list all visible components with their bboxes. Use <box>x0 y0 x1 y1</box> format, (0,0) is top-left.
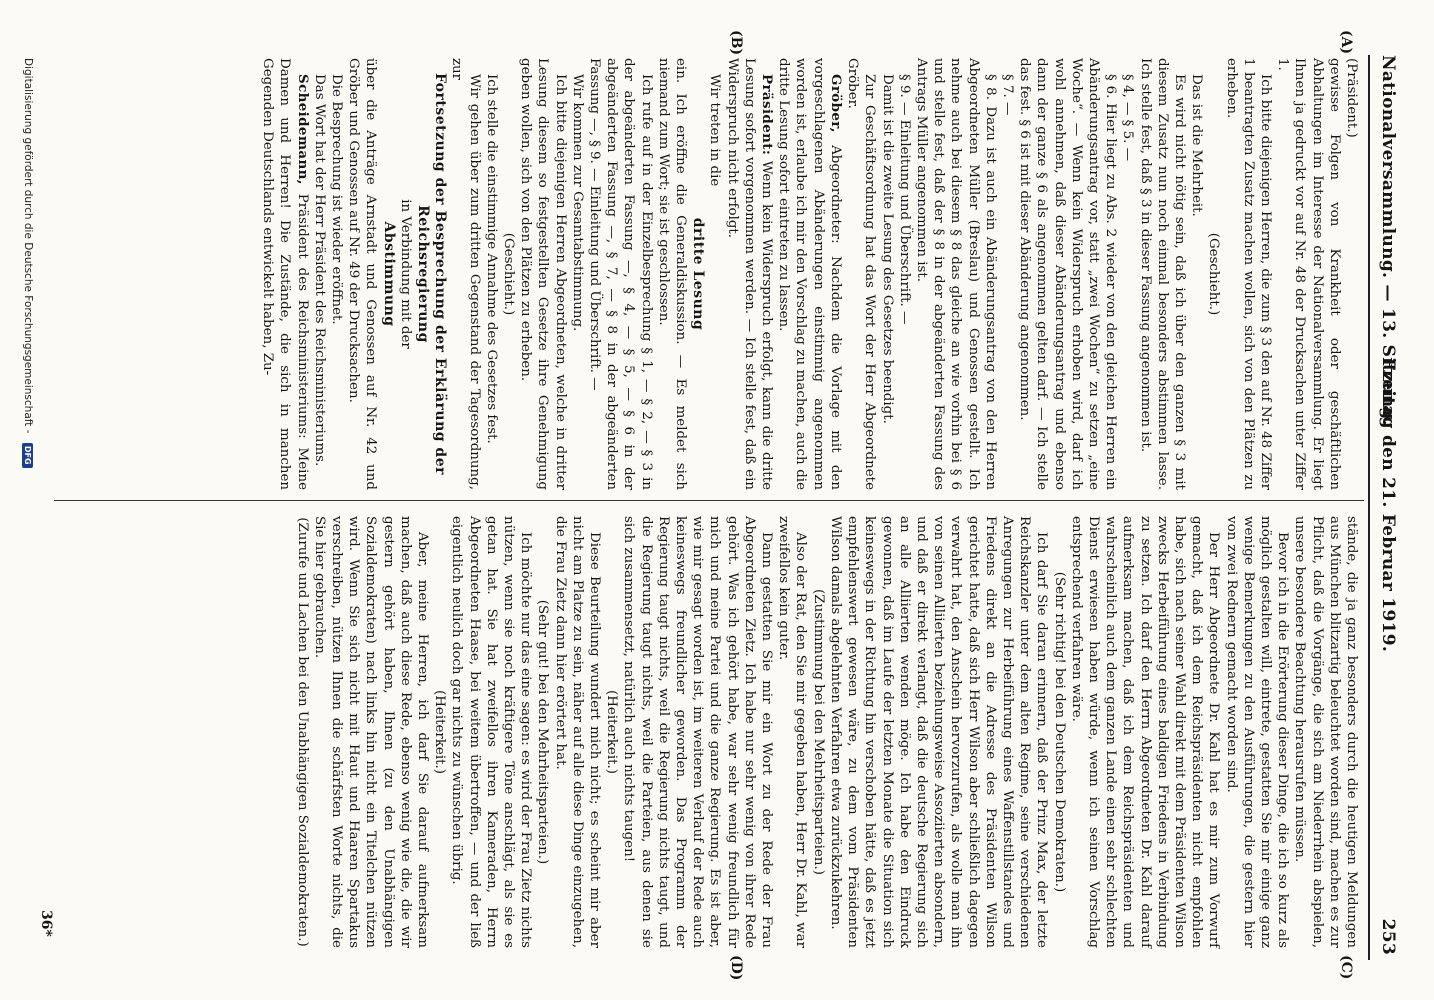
speaker-name: Präsident: <box>759 74 776 156</box>
paragraph-text: (Sehr richtig! bei den Deutschen Demokraten.) <box>1051 571 1067 893</box>
right-column-paragraph <box>311 516 431 948</box>
paragraph-text: Ich darf Sie daran erinnern, daß der Prinz Max, der letzte Reichskanzler unter dem alten Regime, seine verschiedenen Anregungen zur Herbeiführung eines Waffenstillstandes und Friedens direkt an die Adresse des Präsidenten Wilson gerichtet hatte, daß sich Herr Wilson aber schließlich dagegen verwahrt hat, den Anschein hervorzurufen, als wolle man ihn von seinen Alliierten beziehungsweise Assoziierten absondern, und daß er direkt verlangt, daß die deutsche Regierung sich an alle Alliierten wenden möge. Ich habe den Eindruck gewonnen, daß im Laufe der letzten Monate die Situation sich keineswegs in der Richtung hin verschoben hätte, daß es jetzt empfehlenswert gewesen wäre, zu dem vom Präsidenten Wilson damals abgelehnten Verfahren etwa zurückzukehren. <box>827 516 1050 948</box>
header-date: Freitag den 21. Februar 1919. <box>1378 357 1398 653</box>
paragraph-text: in Verbindung mit der <box>397 199 413 349</box>
left-column-paragraph <box>723 58 775 490</box>
paragraph-text: über die Anträge Arnstadt und Genossen auf Nr. 42 und Gröber und Genossen auf Nr. 49 der Drucksachen. <box>346 58 379 490</box>
paragraph-text: Das ist die Mehrheit. <box>1189 74 1205 217</box>
right-column-paragraph <box>551 516 603 948</box>
paragraph-text: (Zurufe und Lachen bei den Unabhängigen Sozialdemokraten.) <box>294 517 310 947</box>
paragraph-text: dritte Lesung <box>690 217 707 331</box>
paragraph-text: Ich rufe auf in der Einzelbesprechung § 1, — § 2, — § 3 in der abgeänderten Fassung —, § 4, — § 5, — § 6 in der abgeänderten Fassung —, § 7, — § 8 in der abgeänderten Fassung —, § 9. — Einleitung und Überschrift. — <box>587 58 654 490</box>
left-column-paragraph <box>517 58 569 490</box>
column-divider <box>54 500 1364 501</box>
paragraph-text: Ich stelle die einstimmige Annahme des Gesetzes fest. <box>483 74 499 444</box>
dfg-logo-icon: DFG <box>23 443 34 468</box>
margin-marker-c: (C) <box>1338 955 1354 980</box>
header-rule <box>1368 55 1370 960</box>
digitization-footer <box>22 58 34 958</box>
left-column-paragraph <box>1119 58 1136 490</box>
paragraph-text: Wir gehen über zum dritten Gegenstand der Tagesordnung, zur <box>449 58 482 490</box>
left-column-paragraph <box>379 58 396 490</box>
left-column-paragraph <box>1205 58 1222 490</box>
paragraph-text: Bevor ich in die Erörterung dieser Dinge, die ich so kurz als möglich gestalten will, eintrete, gestatten Sie mir einige ganz wenige Bemerkungen zu den Ausführungen, die gestern hier von zwei Rednern gemacht worden sind. <box>1223 516 1291 948</box>
paragraph-text: Abstimmung <box>380 221 397 327</box>
right-column-paragraph <box>1222 516 1291 948</box>
right-column-paragraph <box>293 516 310 948</box>
right-column-paragraph <box>603 516 620 948</box>
left-column-paragraph <box>775 58 844 490</box>
paragraph-text: Wir treten in die <box>707 74 723 187</box>
left-column-paragraph <box>689 58 706 490</box>
left-column-paragraph <box>259 58 311 490</box>
right-column-paragraph <box>1068 516 1223 948</box>
right-column-paragraph <box>620 516 775 948</box>
left-column-paragraph <box>311 58 328 490</box>
left-column-paragraph <box>483 58 500 490</box>
paragraph-text: Der Herr Abgeordnete Dr. Kahl hat es mir zum Vorwurf gemacht, daß ich dem Reichspräsidenten nicht empfohlen habe, sich nach seiner Wahl direkt mit dem Präsidenten Wilson zwecks Herbeiführung eines baldigen Friedens in Verbindung zu setzen. Ich darf den Herrn Abgeordneten Dr. Kahl darauf aufmerksam machen, daß ich dem Reichspräsidenten und wahrscheinlich auch dem ganzen Lande einen sehr schlechten Dienst erwiesen haben würde, wenn ich seinen Vorschlag entsprechend verfahren wäre. <box>1068 516 1222 948</box>
paragraph-text: (Zustimmung bei den Mehrheitsparteien.) <box>810 589 826 875</box>
margin-marker-a: (A) <box>1338 30 1354 55</box>
paragraph-text: Präsident des Reichsministeriums: Meine Damen und Herren! Die Zustände, die sich in manchen Gegenden Deutschlands entwickelt haben, Zu- <box>260 58 310 490</box>
header-session: Nationalversammlung. — 13. Sitzung. <box>1378 55 1398 426</box>
paragraph-text: Es wird nicht nötig sein, daß ich über den ganzen § 3 mit diesem Zusatz nun noch einmal besonders abstimmen lasse. Ich stelle fest, daß § 3 in dieser Fassung angenommen ist. <box>1137 58 1187 490</box>
paragraph-text: Ich bitte diejenigen Herren Abgeordneten, welche in dritter Lesung diesem so festgestellten Gesetze ihre Genehmigung geben wollen, sich von den Plätzen zu erheben. <box>518 58 568 490</box>
paragraph-text: Aber, meine Herren, ich darf Sie darauf aufmerksam machen, daß auch diese Rede, ebenso wenig wie die, die wir gestern gehört haben, Ihnen (zu den Unabhängigen Sozialdemokraten) nach links hin nicht ein Titelchen nützen wird. Wenn Sie sich nicht mit Haut und Haaren Spartakus verschreiben, nützen Ihnen die schärfsten Worte nichts, die Sie hier gebrauchen. <box>311 516 431 948</box>
left-column-paragraph <box>1188 58 1205 490</box>
paragraph-text: Also der Rat, den Sie mir gegeben haben, Herr Dr. Kahl, war zweifellos kein guter. <box>776 516 809 948</box>
paragraph-text: stände, die ja ganz besonders durch die heutigen Meldungen aus München blitzartig beleuchtet worden sind, machen es zur Pflicht, daß die Vorgänge, die sich am Niederrhein abspielen, unsere besondere Beachtung herausrufen müssen. <box>1292 516 1359 948</box>
left-column-paragraph <box>448 58 482 490</box>
paragraph-text: § 9. — Einleitung und Überschrift. — <box>896 74 912 325</box>
right-column-paragraph <box>1291 516 1360 948</box>
paragraph-text: Abgeordneter: Nachdem die Vorlage mit den vorgeschlagenen Abänderungen einstimmig angenommen worden ist, erlaube ich mir den Vorschlag zu machen, auch die dritte Lesung sofort eintreten zu lassen. <box>776 58 843 490</box>
paragraph-text: Damit ist die zweite Lesung des Gesetzes beendigt. <box>879 74 895 424</box>
right-column-paragraph <box>448 516 534 948</box>
paragraph-text: (Präsident.) <box>1344 58 1359 138</box>
paragraph-text: (Heiterkeit.) <box>432 690 448 774</box>
left-column <box>259 58 1360 490</box>
paragraph-text: (Sehr gut! bei den Mehrheitsparteien.) <box>535 599 551 865</box>
paragraph-text: § 7. — <box>999 74 1015 116</box>
paragraph-text: Ich möchte nur das eine sagen: es wird der Frau Zietz nichts nützen, wenn sie noch kräftigere Töne anschlägt, als sie es getan hat. Sie hat zweifellos ihren Kameraden, Herrn Abgeordneten Haase, bei weitem übertroffen, — und der ließ eigentlich neulich doch gar nichts zu wünschen übrig. <box>449 516 534 948</box>
speaker-name: Scheidemann, <box>294 74 311 185</box>
paragraph-text: Ich bitte diejenigen Herren, die zum § 3 den auf Nr. 48 Ziffer 1 beantragten Zusatz machen wollen, sich von den Plätzen zu erheben. <box>1223 58 1273 490</box>
footer-text: Digitalisierung gefördert durch die Deutsche Forschungsgemeinschaft - <box>22 58 34 434</box>
paragraph-text: § 4, — § 5. — <box>1120 74 1136 162</box>
right-column <box>293 516 1360 948</box>
left-column-paragraph <box>896 58 913 490</box>
speaker-name: Gröber, <box>827 74 844 133</box>
page-number: 253 <box>1378 918 1398 955</box>
margin-marker-b: (B) <box>728 30 744 56</box>
right-column-paragraph <box>1050 516 1067 948</box>
left-column-paragraph <box>999 58 1016 490</box>
paragraph-text: § 8. Dazu ist auch ein Abänderungsantrag von den Herren Abgeordneten Müller (Breslau) und Genossen gestellt. Ich nehme auch bei diesem § 8 das gleiche an wie vorhin bei § 6 und stelle fest, daß der § 8 in der abgeänderten Fassung des Antrags Müller angenommen ist. <box>913 58 998 490</box>
left-column-paragraph <box>913 58 999 490</box>
left-column-paragraph <box>1274 58 1343 490</box>
paragraph-text: Das Wort hat der Herr Präsident des Reichsministeriums. <box>311 74 327 467</box>
paragraph-text: (Geschieht.) <box>1206 232 1222 316</box>
left-column-paragraph <box>414 58 448 490</box>
left-column-paragraph <box>844 58 878 490</box>
left-column-paragraph <box>706 58 723 490</box>
paragraph-text: § 6. Hier liegt zu Abs. 2 wieder von den gleichen Herren ein Abänderungsantrag vor, statt „zwei Wochen“ zu setzen „eine Woche“. — Wenn kein Widerspruch erhoben wird, darf ich wohl annehmen, daß dieser Abänderungsantrag und ebenso dann der ganze § 6 als angenommen gelten darf. — Ich stelle das fest. § 6 ist mit dieser Abänderung angenommen. <box>1017 58 1119 490</box>
right-column-paragraph <box>827 516 1051 948</box>
left-column-paragraph <box>345 58 379 490</box>
left-column-paragraph <box>397 58 414 490</box>
left-column-paragraph <box>655 58 689 490</box>
sheet-signature: 36* <box>38 910 54 937</box>
paragraph-text: Fortsetzung der Besprechung der Erklärung der Reichsregierung <box>415 73 449 475</box>
left-column-paragraph <box>1136 58 1188 490</box>
paragraph-text: Wir kommen zur Gesamtabstimmung. <box>569 74 585 332</box>
page-header <box>1374 55 1404 955</box>
left-column-paragraph <box>1343 58 1360 490</box>
left-column-paragraph <box>569 58 586 490</box>
paragraph-text: Dann gestatten Sie mir ein Wort zu der Rede der Frau Abgeordneten Zietz. Ich habe nur sehr wenig von ihrer Rede gehört. Was ich gehört habe, war sehr wenig freundlich für mich und meine Partei und die ganze Regierung. Es ist aber, wie mir gesagt worden ist, im weiteren Verlauf der Rede auch keineswegs freundlicher geworden. Das Programm der Regierung taugt nichts, weil die Regierung nichts taugt, und die Regierung taugt nichts, weil die Parteien, aus denen sie sich zusammensetzt, natürlich auch nichts taugen! <box>621 516 775 948</box>
margin-marker-d: (D) <box>728 955 744 981</box>
paragraph-text: Zur Geschäftsordnung hat das Wort der Herr Abgeordnete Gröber. <box>845 58 878 490</box>
right-column-paragraph <box>534 516 551 948</box>
paragraph-text: gewisse Folgen von Krankheit oder geschäftlichen Abhaltungen im Interesse der Nationalversammlung. Er liegt Ihnen ja gedruckt vor auf Nr. 48 der Drucksachen unter Ziffer 1. <box>1275 58 1342 490</box>
right-column-paragraph <box>431 516 448 948</box>
left-column-paragraph <box>586 58 655 490</box>
paragraph-text: Diese Beurteilung wundert mich nicht; es scheint mir aber nicht am Platze zu sein, näher auf alle diese Dinge einzugehen, die Frau Zietz dann hier erörtert hat. <box>552 516 603 948</box>
left-column-paragraph <box>878 58 895 490</box>
paragraph-text: (Geschieht.) <box>501 232 517 316</box>
left-column-paragraph <box>1222 58 1274 490</box>
paragraph-text: Die Besprechung ist wieder eröffnet. <box>329 74 345 325</box>
paragraph-text: Wenn kein Widerspruch erfolgt, kann die dritte Lesung sofort vorgenommen werden. — Ich stelle fest, daß ein Widerspruch nicht erfolgt. <box>724 58 775 490</box>
right-column-paragraph <box>810 516 827 948</box>
left-column-paragraph <box>500 58 517 490</box>
left-column-paragraph <box>328 58 345 490</box>
left-column-paragraph <box>1016 58 1119 490</box>
right-column-paragraph <box>775 516 809 948</box>
paragraph-text: (Heiterkeit.) <box>604 690 620 774</box>
paragraph-text: ein. Ich eröffne die Generaldiskussion. — Es meldet sich niemand zum Wort; sie ist geschlossen. <box>655 58 689 490</box>
